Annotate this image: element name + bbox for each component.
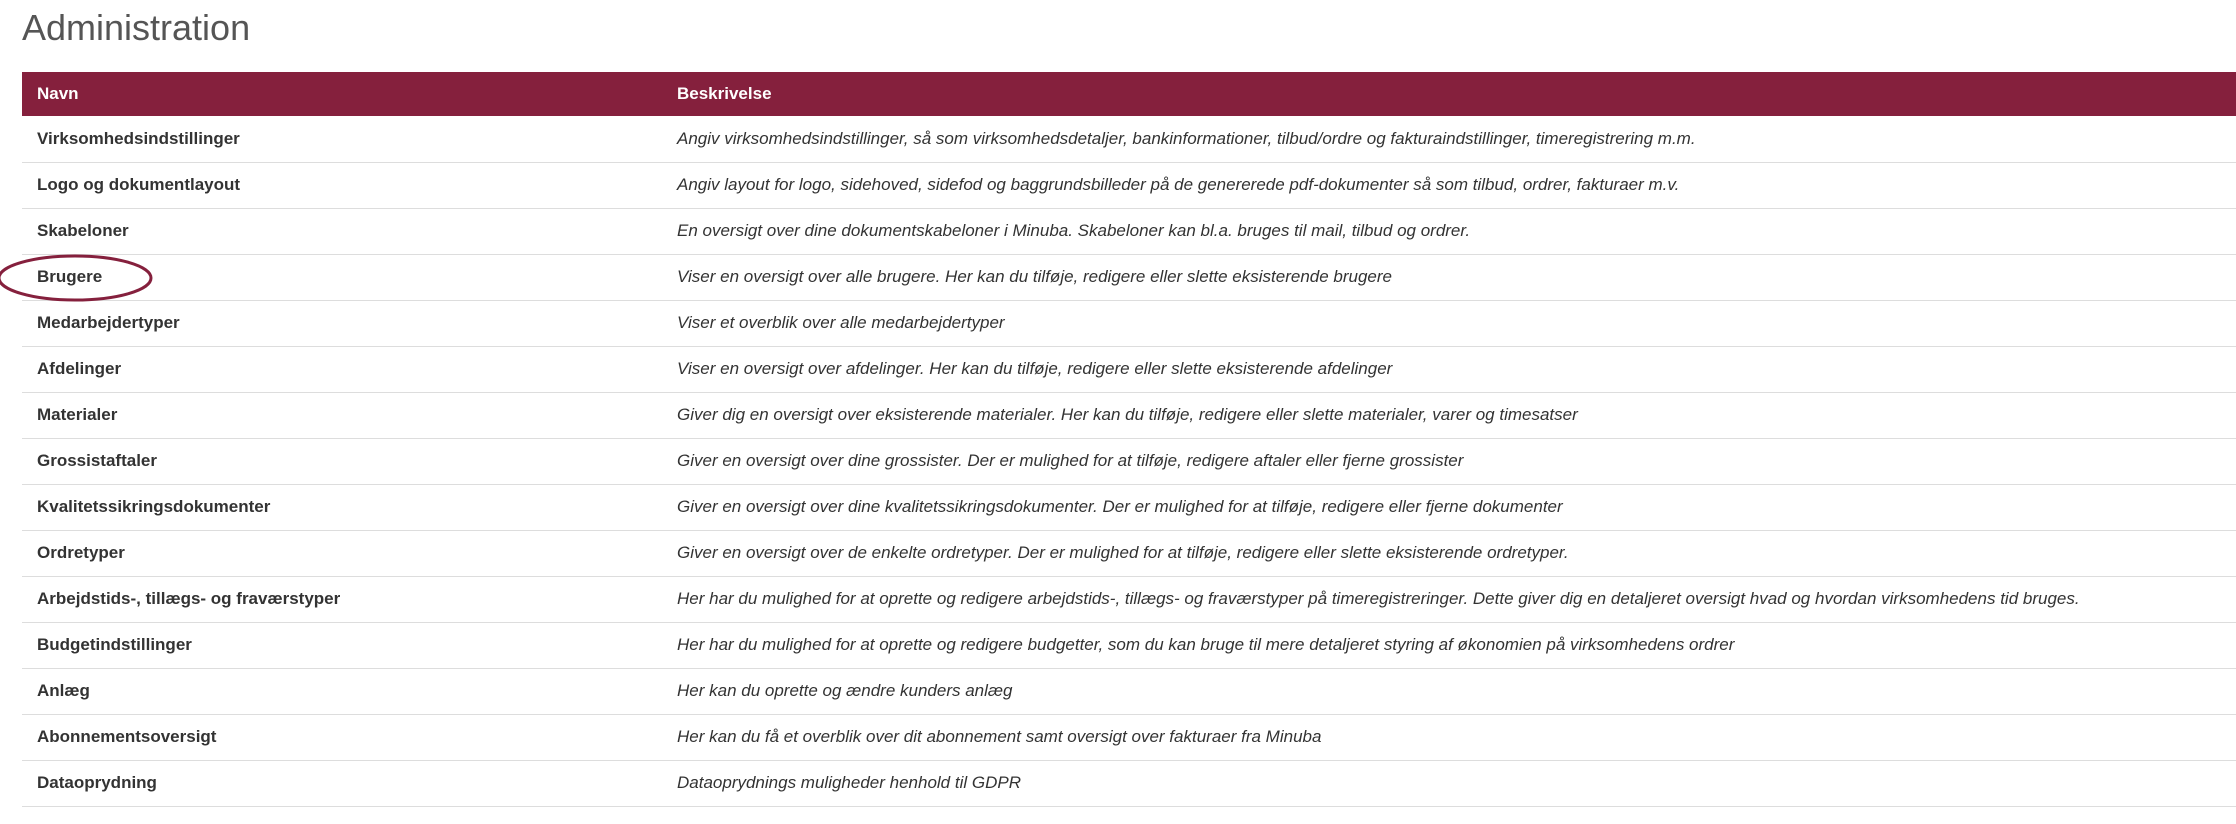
table-row[interactable] (22, 714, 2236, 760)
table-row[interactable] (22, 530, 2236, 576)
row-description: Giver dig en oversigt over eksisterende materialer. Her kan du tilføje, redigere eller slette materialer, varer og timesatser (662, 392, 2236, 438)
admin-link-grossistaftaler[interactable]: Grossistaftaler (37, 451, 157, 470)
row-name-cell (22, 668, 662, 714)
row-description: Viser en oversigt over afdelinger. Her kan du tilføje, redigere eller slette eksisterende afdelinger (662, 346, 2236, 392)
row-name-cell (22, 162, 662, 208)
admin-link-anlaeg[interactable]: Anlæg (37, 681, 90, 700)
admin-link-arbejdstids-tillaegs-fravaerstyper[interactable]: Arbejdstids-, tillægs- og fraværstyper (37, 589, 341, 608)
admin-link-skabeloner[interactable]: Skabeloner (37, 221, 129, 240)
admin-link-abonnementsoversigt[interactable]: Abonnementsoversigt (37, 727, 217, 746)
column-header-description: Beskrivelse (677, 84, 772, 103)
row-name-cell (22, 392, 662, 438)
row-description: Her kan du oprette og ændre kunders anlæg (662, 668, 2236, 714)
row-name-cell (22, 300, 662, 346)
table-row[interactable] (22, 484, 2236, 530)
row-description: Dataoprydnings muligheder henhold til GDPR (662, 760, 2236, 806)
row-name-cell (22, 760, 662, 806)
administration-table (22, 72, 2236, 807)
row-description: Angiv virksomhedsindstillinger, så som virksomhedsdetaljer, bankinformationer, tilbud/ordre og fakturaindstillinger, timeregistrering m.m. (662, 116, 2236, 162)
table-row[interactable] (22, 438, 2236, 484)
row-description: Viser et overblik over alle medarbejdertyper (662, 300, 2236, 346)
table-row[interactable] (22, 760, 2236, 806)
admin-link-budgetindstillinger[interactable]: Budgetindstillinger (37, 635, 192, 654)
row-name-cell (22, 576, 662, 622)
row-description: Giver en oversigt over dine kvalitetssikringsdokumenter. Der er mulighed for at tilføje, redigere eller fjerne dokumenter (662, 484, 2236, 530)
row-description: Giver en oversigt over dine grossister. Der er mulighed for at tilføje, redigere aftaler eller fjerne grossister (662, 438, 2236, 484)
row-description: Her kan du få et overblik over dit abonnement samt oversigt over fakturaer fra Minuba (662, 714, 2236, 760)
table-row[interactable] (22, 622, 2236, 668)
row-name-cell (22, 116, 662, 162)
admin-link-dataoprydning[interactable]: Dataoprydning (37, 773, 157, 792)
row-description: Giver en oversigt over de enkelte ordretyper. Der er mulighed for at tilføje, redigere eller slette eksisterende ordretyper. (662, 530, 2236, 576)
row-name-cell (22, 622, 662, 668)
admin-link-afdelinger[interactable]: Afdelinger (37, 359, 122, 378)
admin-link-virksomhedsindstillinger[interactable]: Virksomhedsindstillinger (37, 128, 240, 148)
table-row[interactable] (22, 116, 2236, 162)
row-name-cell (22, 530, 662, 576)
table-row[interactable] (22, 300, 2236, 346)
page-title: Administration (22, 7, 251, 48)
admin-link-brugere[interactable]: Brugere (37, 267, 103, 286)
row-description: Her har du mulighed for at oprette og redigere budgetter, som du kan bruge til mere detaljeret styring af økonomien på virksomhedens ordrer (662, 622, 2236, 668)
table-body (22, 116, 2236, 806)
table-row[interactable] (22, 254, 2236, 300)
admin-link-ordretyper[interactable]: Ordretyper (37, 543, 125, 562)
column-header-name: Navn (37, 84, 79, 103)
row-name-cell (22, 208, 662, 254)
table-row[interactable] (22, 162, 2236, 208)
table-row[interactable] (22, 668, 2236, 714)
row-name-cell (22, 254, 662, 300)
table-row[interactable] (22, 346, 2236, 392)
admin-link-materialer[interactable]: Materialer (37, 405, 118, 424)
table-row[interactable] (22, 208, 2236, 254)
row-description: Angiv layout for logo, sidehoved, sidefod og baggrundsbilleder på de genererede pdf-dokumenter så som tilbud, ordrer, fakturaer m.v. (662, 162, 2236, 208)
row-description: Viser en oversigt over alle brugere. Her kan du tilføje, redigere eller slette eksisterende brugere (662, 254, 2236, 300)
row-name-cell (22, 714, 662, 760)
admin-link-kvalitetssikringsdokumenter[interactable]: Kvalitetssikringsdokumenter (37, 497, 271, 516)
admin-link-logo-og-dokumentlayout[interactable]: Logo og dokumentlayout (37, 175, 241, 194)
row-name-cell (22, 438, 662, 484)
table-row[interactable] (22, 392, 2236, 438)
table-row[interactable] (22, 576, 2236, 622)
row-name-cell (22, 484, 662, 530)
admin-link-medarbejdertyper[interactable]: Medarbejdertyper (37, 313, 180, 332)
row-name-cell (22, 346, 662, 392)
table-header (22, 72, 2236, 116)
row-description: En oversigt over dine dokumentskabeloner i Minuba. Skabeloner kan bl.a. bruges til mail, tilbud og ordrer. (662, 208, 2236, 254)
row-description: Her har du mulighed for at oprette og redigere arbejdstids-, tillægs- og fraværstyper på timeregistreringer. Dette giver dig en detaljeret oversigt hvad og hvordan virksomhedens tid bruges. (662, 576, 2236, 622)
table-header-row (22, 72, 2236, 116)
